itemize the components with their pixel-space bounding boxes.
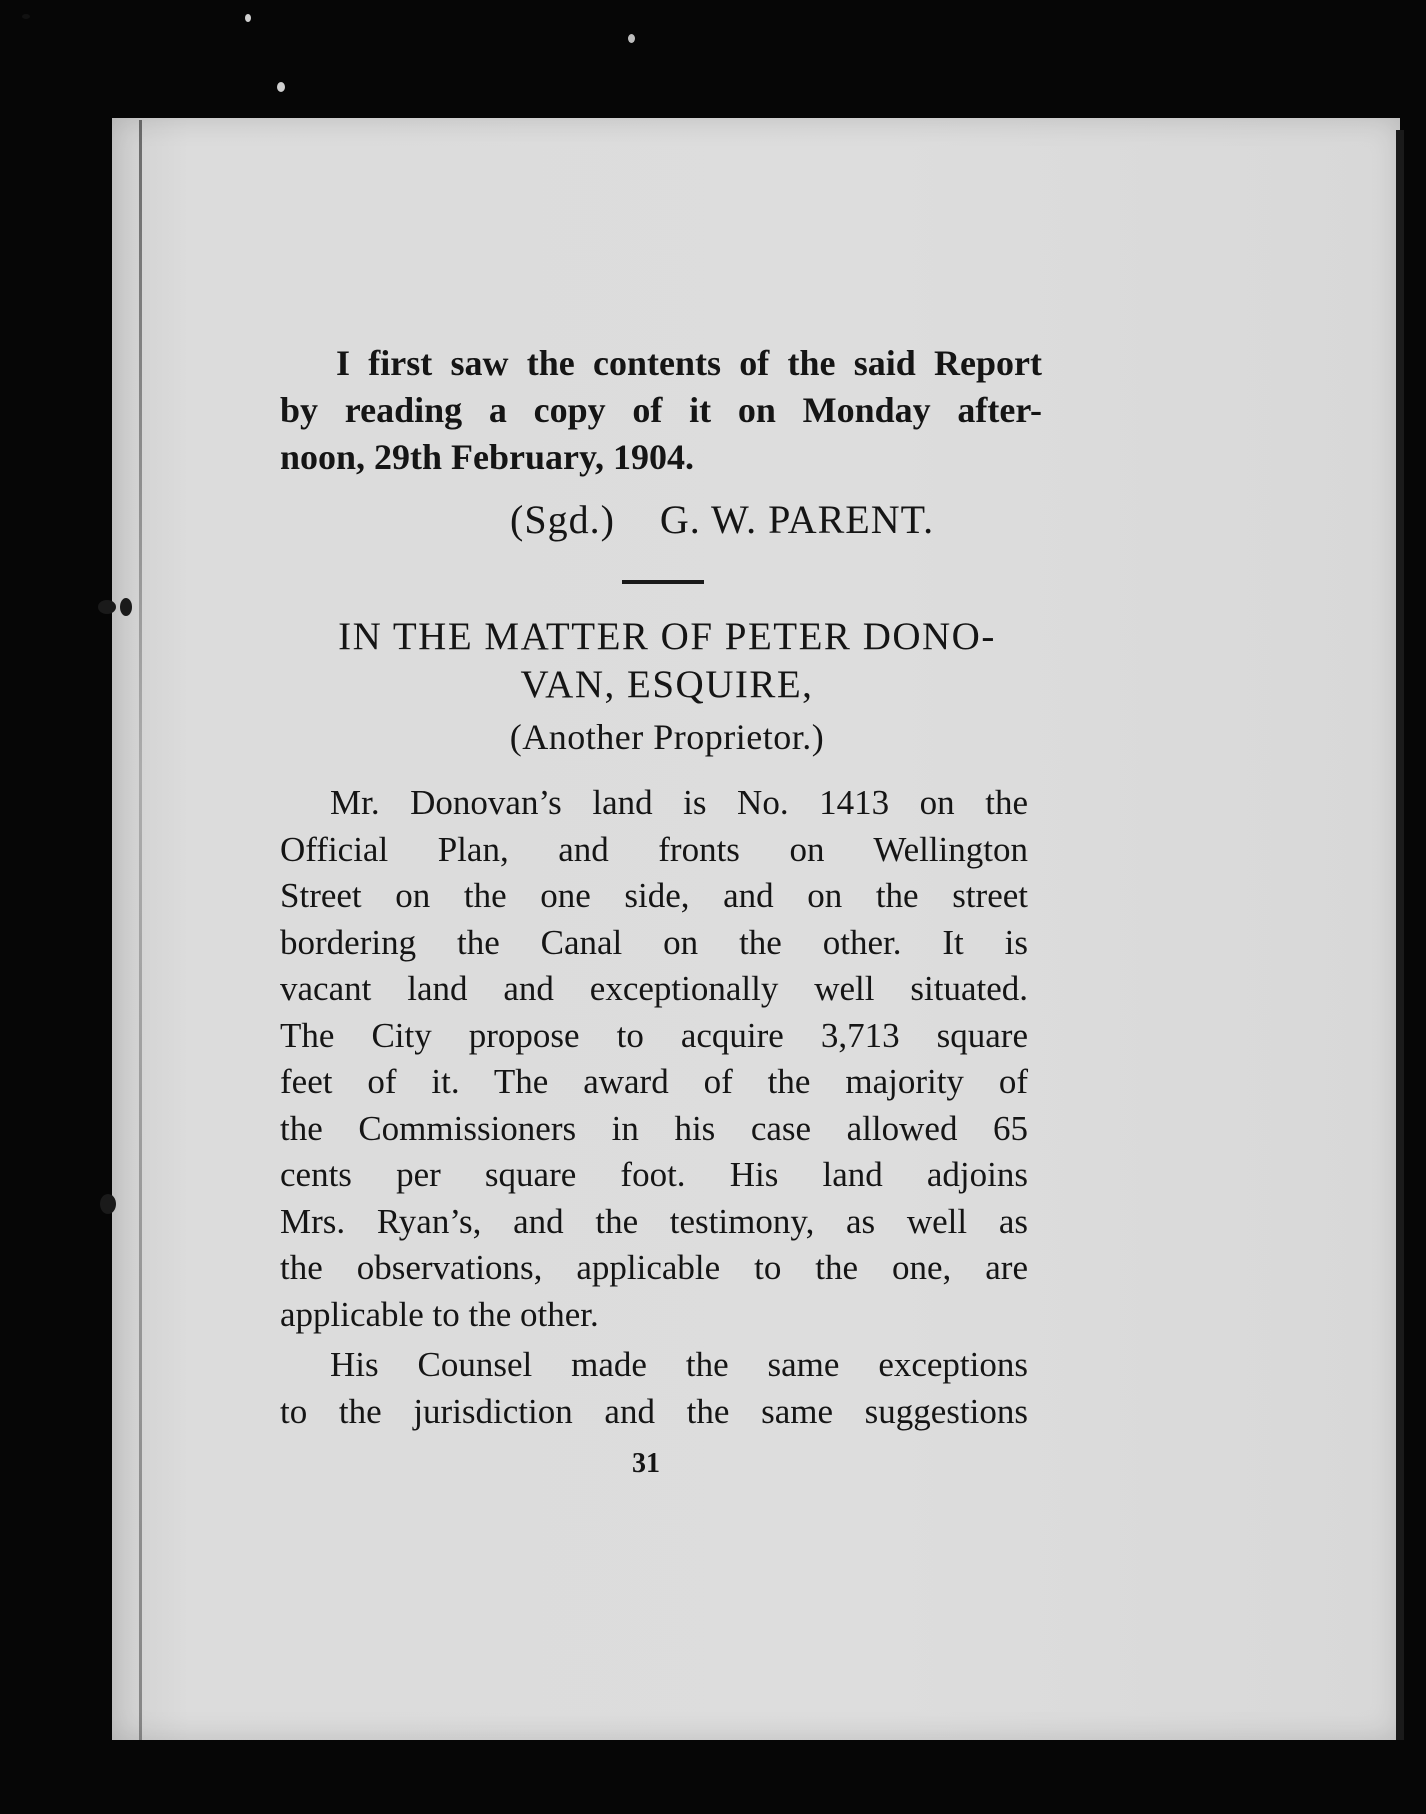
paragraph-line: Official Plan, and fronts on Wellington [280, 829, 1028, 869]
paragraph-line: The City propose to acquire 3,713 square [280, 1015, 1028, 1055]
page-number: 31 [632, 1448, 660, 1479]
paragraph-line: the Commissioners in his case allowed 65 [280, 1108, 1028, 1148]
paragraph-line: bordering the Canal on the other. It is [280, 922, 1028, 962]
section-heading-line-1: IN THE MATTER OF PETER DONO- [338, 615, 996, 658]
scan-speck [628, 34, 635, 43]
paragraph-line: Mr. Donovan’s land is No. 1413 on the [330, 783, 1028, 822]
scan-speck [277, 82, 285, 92]
section-divider [622, 580, 704, 584]
paragraph-donovan-land [280, 780, 1028, 1338]
paragraph-line: Mrs. Ryan’s, and the testimony, as well as [280, 1201, 1028, 1241]
section-heading-line-2: VAN, ESQUIRE, [520, 663, 814, 706]
signature-label: (Sgd.) [510, 497, 615, 542]
page-edge-shadow [1396, 130, 1404, 1740]
margin-mark [120, 598, 132, 616]
intro-line: I first saw the contents of the said Report [336, 343, 1042, 383]
paragraph-line: to the jurisdiction and the same suggestions [280, 1391, 1028, 1431]
paragraph-line: the observations, applicable to the one, are [280, 1248, 1028, 1287]
paragraph-line: applicable to the other. [280, 1294, 599, 1334]
paragraph-line: Street on the one side, and on the street [280, 876, 1028, 915]
signature-line [510, 496, 934, 543]
paragraph-line: feet of it. The award of the majority of [280, 1062, 1028, 1101]
margin-mark [98, 600, 116, 614]
scan-speck [22, 14, 30, 19]
paragraph-line: His Counsel made the same exceptions [330, 1345, 1028, 1384]
scan-speck [245, 14, 251, 22]
margin-mark [100, 1194, 116, 1214]
intro-paragraph [280, 340, 1042, 481]
section-subtitle: (Another Proprietor.) [509, 717, 825, 757]
page-gutter [139, 120, 142, 1740]
paragraph-counsel [280, 1342, 1028, 1435]
paragraph-line: cents per square foot. His land adjoins [280, 1155, 1028, 1194]
signature-name: G. W. PARENT. [659, 497, 935, 542]
intro-line: noon, 29th February, 1904. [280, 437, 695, 477]
paragraph-line: vacant land and exceptionally well situated. [280, 969, 1028, 1008]
intro-line: by reading a copy of it on Monday after- [280, 390, 1042, 430]
